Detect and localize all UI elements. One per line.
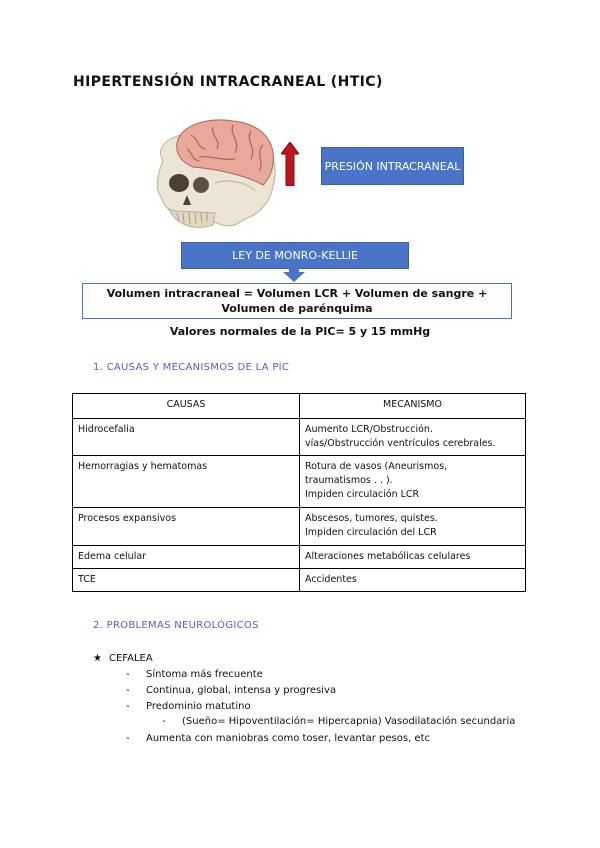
mechanism-cell (300, 419, 526, 456)
mechanism-line: traumatismos . . ). (305, 475, 393, 486)
topic-label: CEFALEA (109, 653, 153, 664)
formula-box (82, 283, 512, 319)
list-item-text: (Sueño= Hipoventilación= Hipercapnia) Vasodilatación secundaria (182, 716, 516, 727)
table-header-row (73, 394, 526, 419)
mechanism-line: Rotura de vasos (Aneurismos, (305, 461, 448, 472)
table-row (73, 546, 526, 569)
dash-bullet-icon: - (126, 669, 130, 680)
list-item-text: Predominio matutino (146, 701, 251, 712)
mechanism-line: Abscesos, tumores, quistes. (305, 513, 438, 524)
eye-socket (169, 174, 189, 192)
list-item (126, 733, 430, 744)
column-header-mechanism: MECANISMO (300, 394, 526, 419)
normal-values: Valores normales de la PIC= 5 y 15 mmHg (169, 325, 431, 338)
list-item (126, 701, 251, 712)
dash-bullet-icon: - (126, 701, 130, 712)
mechanism-line: Impiden circulación del LCR (305, 527, 437, 538)
mechanism-line: Impiden circulación LCR (305, 489, 420, 500)
cause-cell: TCE (73, 569, 300, 592)
column-header-causes: CAUSAS (73, 394, 300, 419)
cause-cell: Hidrocefalia (73, 419, 300, 456)
section-heading-neurological: 2. PROBLEMAS NEUROLÓGICOS (93, 620, 259, 631)
list-item-text: Síntoma más frecuente (146, 669, 263, 680)
table-row (73, 508, 526, 546)
list-item (162, 716, 515, 727)
list-item-text: Continua, global, intensa y progresiva (146, 685, 337, 696)
table-row (73, 456, 526, 508)
mechanism-cell (300, 456, 526, 508)
list-item (126, 685, 336, 696)
mechanism-cell (300, 546, 526, 569)
formula-text: Volumen intracraneal = Volumen LCR + Volumen de sangre + Volumen de parénquima (106, 287, 488, 315)
cause-cell: Edema celular (73, 546, 300, 569)
mechanism-line: Accidentes (305, 574, 357, 585)
intracranial-pressure-box: PRESIÓN INTRACRANEAL (321, 147, 464, 185)
mechanism-line: Alteraciones metabólicas celulares (305, 551, 471, 562)
section-heading-causes: 1. CAUSAS Y MECANISMOS DE LA PIC (93, 362, 290, 373)
list-item (126, 669, 263, 680)
dash-bullet-icon: - (126, 685, 130, 696)
causes-table (72, 393, 526, 592)
mechanism-line: Aumento LCR/Obstrucción. (305, 424, 433, 435)
cause-cell: Hemorragias y hematomas (73, 456, 300, 508)
topic-headache (93, 653, 153, 664)
monro-kellie-law-box: LEY DE MONRO-KELLIE (181, 242, 409, 269)
mechanism-cell (300, 569, 526, 592)
mechanism-line: vías/Obstrucción ventrículos cerebrales. (305, 438, 496, 449)
dash-bullet-icon: - (162, 716, 166, 727)
down-arrow-icon (283, 266, 305, 282)
cause-cell: Procesos expansivos (73, 508, 300, 546)
dash-bullet-icon: - (126, 733, 130, 744)
list-item-text: Aumenta con maniobras como toser, levantar pesos, etc (146, 733, 430, 744)
increase-arrow-icon (281, 142, 299, 186)
star-bullet-icon: ★ (93, 653, 102, 664)
mechanism-cell (300, 508, 526, 546)
page-title: HIPERTENSIÓN INTRACRANEAL (HTIC) (73, 74, 383, 90)
table-row (73, 569, 526, 592)
table-row (73, 419, 526, 456)
